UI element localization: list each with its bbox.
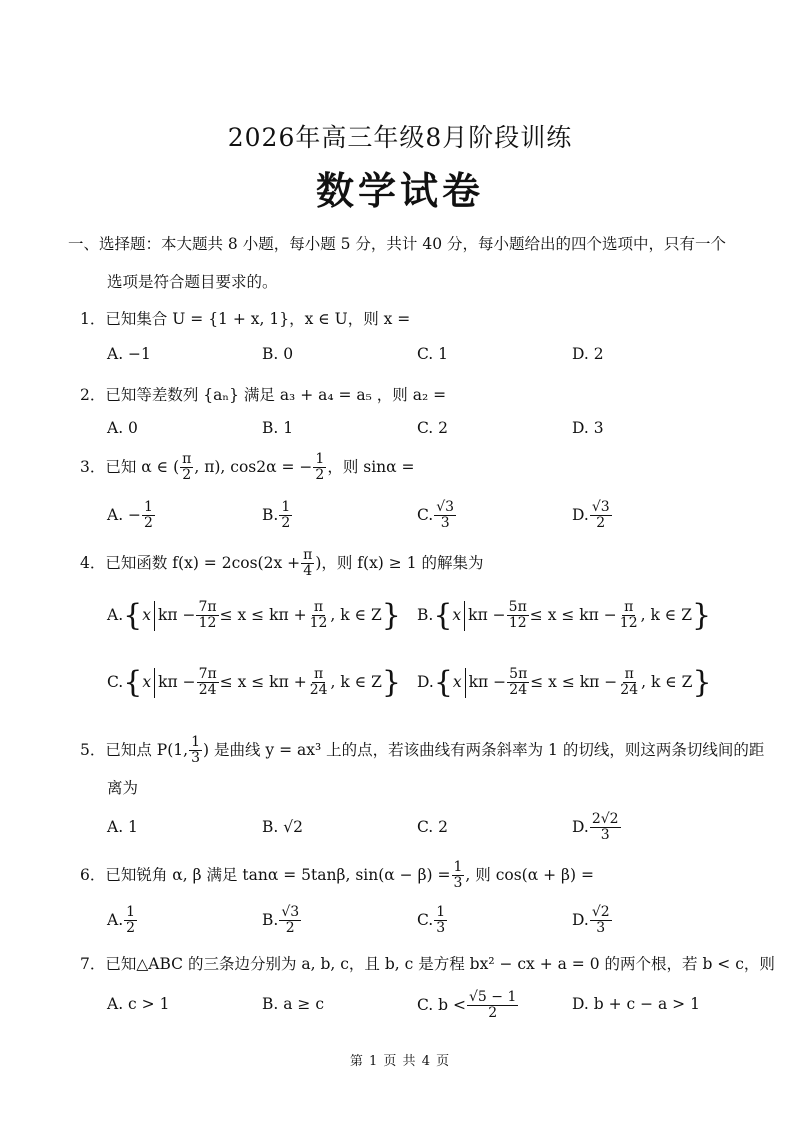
q2-option-d: D. 3: [572, 419, 604, 437]
q7-option-a: A. c > 1: [107, 995, 170, 1013]
q3-frac-pi-2: $\frac{\pi}{2}$: [182, 451, 192, 484]
question-2-stem: 2．已知等差数列 {aₙ} 满足 a₃ + a₄ = a₅ ，则 a₂ =: [80, 386, 447, 404]
q4-option-c: C.{x kπ − $\frac{7\pi}{24}$ ≤ x ≤ kπ + $\frac{\pi}{24}$ , k ∈ Z}: [107, 664, 401, 700]
section-header-line1: 一、选择题：本大题共 8 小题，每小题 5 分，共计 40 分，每小题给出的四个选项中，只有一个: [68, 235, 727, 253]
question-6-stem: 6．已知锐角 α, β 满足 tanα = 5tanβ, sin(α − β) = $\frac{1}{3}$ , 则 cos(α + β) =: [80, 859, 594, 892]
q3-option-a: A. − $\frac{1}{2}$: [107, 499, 153, 532]
q4-option-d: D.{x kπ − $\frac{5\pi}{24}$ ≤ x ≤ kπ − $\frac{\pi}{24}$ , k ∈ Z}: [417, 664, 712, 700]
q6-option-d: D. $\frac{√2}{3}$: [572, 904, 610, 937]
q6-frac-1-3: $\frac{1}{3}$: [453, 859, 463, 892]
q6-option-c: C. $\frac{1}{3}$: [417, 904, 446, 937]
section-header-line2: 选项是符合题目要求的。: [107, 273, 278, 291]
q1-option-a: A. −1: [107, 345, 151, 363]
question-5-stem: 5．已知点 P(1, $\frac{1}{3}$ ) 是曲线 y = ax³ 上的点，若该曲线有两条斜率为 1 的切线，则这两条切线间的距: [80, 734, 765, 767]
q4-frac-pi-4: $\frac{\pi}{4}$: [303, 547, 313, 580]
q3-prefix: 3．已知 α ∈ (: [80, 457, 180, 476]
q6-option-a: A. $\frac{1}{2}$: [107, 904, 136, 937]
q4-option-b: B.{x kπ − $\frac{5\pi}{12}$ ≤ x ≤ kπ − $\frac{\pi}{12}$ , k ∈ Z}: [417, 597, 712, 633]
q3-option-c: C. $\frac{√3}{3}$: [417, 499, 455, 532]
question-1-stem: 1．已知集合 U = {1 + x, 1}，x ∈ U，则 x =: [80, 310, 411, 328]
page-footer: 第 1 页 共 4 页: [349, 1054, 451, 1069]
question-7-stem: 7．已知△ABC 的三条边分别为 a, b, c，且 b, c 是方程 bx² − cx + a = 0 的两个根，若 b < c，则: [80, 955, 775, 973]
q3-option-b: B. $\frac{1}{2}$: [262, 499, 291, 532]
q2-option-c: C. 2: [417, 419, 449, 437]
q5-option-a: A. 1: [107, 818, 138, 836]
q4-option-a: A.{x kπ − $\frac{7\pi}{12}$ ≤ x ≤ kπ + $\frac{\pi}{12}$ , k ∈ Z}: [107, 597, 401, 633]
q7-option-c: C. b < $\frac{√5 - 1}{2}$: [417, 989, 517, 1022]
q1-option-d: D. 2: [572, 345, 604, 363]
q2-option-a: A. 0: [107, 419, 138, 437]
q3-frac-1-2: $\frac{1}{2}$: [315, 451, 325, 484]
q1-option-b: B. 0: [262, 345, 294, 363]
q1-option-c: C. 1: [417, 345, 449, 363]
q6-option-b: B. $\frac{√3}{2}$: [262, 904, 300, 937]
q5-option-b: B. √2: [262, 818, 303, 836]
q5-option-d: D. $\frac{2√2}{3}$: [572, 811, 619, 844]
q7-option-b: B. a ≥ c: [262, 995, 325, 1013]
question-4-stem: 4．已知函数 f(x) = 2cos(2x + $\frac{\pi}{4}$ )，则 f(x) ≥ 1 的解集为: [80, 547, 484, 580]
q7-option-d: D. b + c − a > 1: [572, 995, 700, 1013]
question-5-line2: 离为: [107, 779, 139, 797]
question-3-stem: [80, 452, 415, 484]
q3-option-d: D. $\frac{√3}{2}$: [572, 499, 610, 532]
q2-option-b: B. 1: [262, 419, 294, 437]
q3-suffix: ，则 sinα =: [327, 457, 415, 476]
exam-subtitle: 2026年高三年级8月阶段训练: [227, 123, 573, 152]
q5-frac-1-3: $\frac{1}{3}$: [191, 734, 200, 767]
q5-option-c: C. 2: [417, 818, 449, 836]
q3-mid: , π), cos2α = −: [194, 457, 313, 476]
exam-title: 数学试卷: [315, 168, 484, 213]
